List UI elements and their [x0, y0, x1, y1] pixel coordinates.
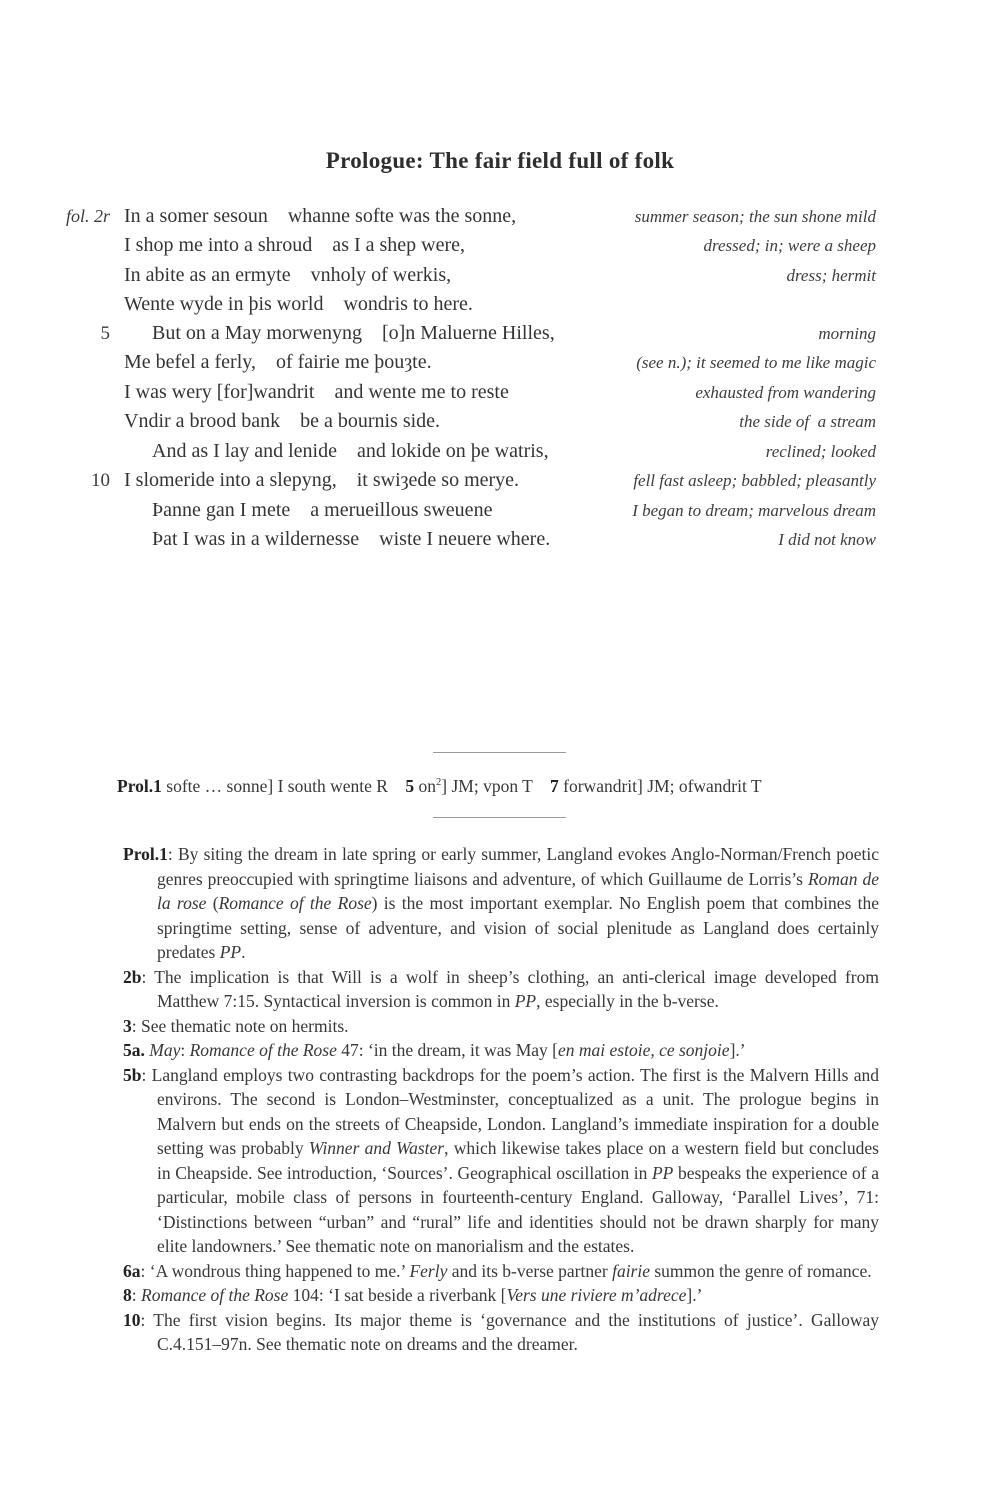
textual-apparatus: Prol.1 softe … sonne] I south wente R 5 $on^2$] JM; vpon T 7 forwandrit] JM; ofwandrit T — [117, 776, 762, 796]
divider-rule-top — [433, 752, 566, 753]
verse-gloss: I began to dream; marvelous dream — [632, 500, 876, 520]
verse-text: Þanne gan I mete a merueillous sweuene — [152, 498, 493, 521]
verse-text: Wente wyde in þis world wondris to here. — [124, 293, 473, 316]
verse-gloss: fell fast asleep; babbled; pleasantly — [633, 471, 876, 491]
commentary-note-10: 10: The first vision begins. Its major theme is ‘governance and the institutions of justice’. Galloway C.4.151–97n. See thematic note on dreams and the dreamer. — [123, 1309, 879, 1354]
verse-line — [60, 466, 876, 495]
verse-line — [60, 407, 876, 436]
verse-gloss: morning — [818, 323, 876, 343]
verse-line — [60, 231, 876, 260]
verse-text: But on a May morwenyng [o]n Maluerne Hilles, — [152, 321, 555, 344]
divider-rule-bottom — [433, 817, 566, 818]
verse-gloss: summer season; the sun shone mild — [634, 207, 876, 226]
verse-gloss: dress; hermit — [786, 265, 876, 285]
verse-gloss: exhausted from wandering — [695, 382, 876, 402]
verse-line — [60, 319, 876, 348]
verse-gloss: dressed; in; were a sheep — [703, 236, 876, 256]
verse-text: I shop me into a shroud as I a shep were, — [124, 234, 466, 257]
commentary-note-3: 3: See thematic note on hermits. — [123, 1015, 349, 1036]
verse-line — [60, 525, 876, 554]
verse-line — [60, 202, 876, 231]
commentary-note-prol1: Prol.1: By siting the dream in late spring or early summer, Langland evokes Anglo-Norman/French poetic genres preoccupied with springtime liaisons and adventure, of which Guillaume de Lorris’s Roman de la rose (Romance of the Rose) is the most important exemplar. No English poem that combines the springtime setting, sense of adventure, and vision of social plenitude as Langland does certainly predates PP. — [123, 844, 880, 962]
commentary-note-2b: 2b: The implication is that Will is a wolf in sheep’s clothing, an anti-clerical image developed from Matthew 7:15. Syntactical inversion is common in PP, especially in the b-verse. — [123, 966, 879, 1011]
verse-gloss: I did not know — [778, 529, 876, 549]
verse-text: In a somer sesoun whanne softe was the sonne, — [124, 205, 517, 227]
folio-label: fol. 2r — [65, 206, 110, 226]
commentary-note-5a: 5a. May: Romance of the Rose 47: ‘in the dream, it was May [en mai estoie, ce sonjoie].’ — [123, 1040, 746, 1060]
verse-line — [60, 496, 876, 525]
line-number: 5 — [100, 322, 110, 344]
verse-gloss: (see n.); it seemed to me like magic — [636, 353, 876, 373]
page-title: Prologue: The fair field full of folk — [325, 148, 675, 173]
verse-line — [60, 261, 876, 290]
verse-text: And as I lay and lenide and lokide on þe watris, — [152, 439, 549, 462]
verse-line — [60, 290, 876, 318]
verse-block — [60, 202, 876, 554]
verse-text: I was wery [for]wandrit and wente me to reste — [124, 380, 509, 403]
commentary-note-5b: 5b: Langland employs two contrasting backdrops for the poem’s action. The first is the Malvern Hills and environs. The second is London–Westminster, conceptualized as a unit. The prologue begins in Malvern but ends on the streets of Cheapside, London. Langland’s immediate inspiration for a double setting was probably Winner and Waster, which likewise takes place on a western field but concludes in Cheapside. See introduction, ‘Sources’. Geographical oscillation in PP bespeaks the experience of a particular, mobile class of persons in fourteenth-century England. Galloway, ‘Parallel Lives’, 71: ‘Distinctions between “urban” and “rural” life and identities should not be drawn sharply for many elite landowners.’ See thematic note on manorialism and the estates. — [123, 1064, 879, 1256]
verse-line — [60, 348, 876, 377]
verse-gloss: the side of a stream — [739, 412, 876, 432]
verse-text: I slomeride into a slepyng, it swiȝede so merye. — [124, 469, 520, 492]
line-number: 10 — [91, 470, 110, 492]
commentary-note-6a: 6a: ‘A wondrous thing happened to me.’ Ferly and its b-verse partner fairie summon the genre of romance. — [123, 1260, 872, 1281]
commentary-note-8: 8: Romance of the Rose 104: ‘I sat beside a riverbank [Vers une riviere m’adrece].’ — [123, 1285, 703, 1305]
verse-text: In abite as an ermyte vnholy of werkis, — [124, 263, 452, 286]
verse-text: Þat I was in a wildernesse wiste I neuere where. — [152, 527, 551, 550]
verse-gloss: reclined; looked — [765, 441, 876, 461]
commentary-notes — [123, 842, 879, 1357]
verse-text: Me befel a ferly, of fairie me þouȝte. — [124, 351, 432, 374]
verse-line — [60, 378, 876, 407]
verse-line — [60, 437, 876, 466]
verse-text: Vndir a brood bank be a bournis side. — [124, 410, 441, 433]
